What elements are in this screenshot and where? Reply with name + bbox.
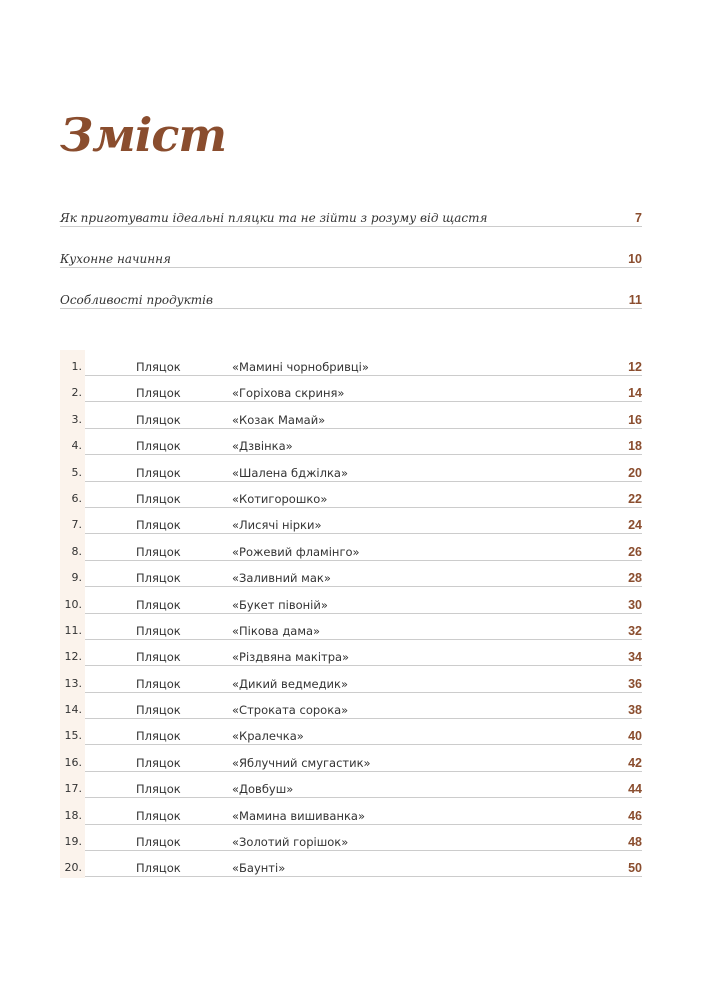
- toc-row-page: 14: [628, 386, 642, 401]
- toc-row-kind: Пляцок: [136, 808, 181, 823]
- toc-row-index: 18.: [64, 808, 82, 822]
- toc-row-index: 11.: [64, 623, 82, 637]
- toc-row-page: 32: [628, 623, 642, 638]
- toc-row-kind: Пляцок: [136, 439, 181, 454]
- toc-row-title: «Букет півоній»: [232, 597, 328, 612]
- toc-row-title: «Дзвінка»: [232, 439, 293, 454]
- intro-entry[interactable]: [60, 204, 642, 245]
- toc-row-page: 42: [628, 755, 642, 770]
- toc-row-index: 14.: [64, 703, 82, 717]
- toc-row-title: «Рожевий фламінго»: [232, 544, 360, 559]
- toc-row-page: 24: [628, 518, 642, 533]
- toc-row-kind: Пляцок: [136, 676, 181, 691]
- toc-row[interactable]: [60, 825, 642, 851]
- toc-row[interactable]: [60, 403, 642, 429]
- toc-row-index: 20.: [64, 861, 82, 875]
- recipe-toc: [60, 350, 642, 878]
- toc-row-title: «Лисячі нірки»: [232, 518, 322, 533]
- toc-row[interactable]: [60, 614, 642, 640]
- toc-row-kind: Пляцок: [136, 597, 181, 612]
- toc-row-title: «Заливний мак»: [232, 571, 331, 586]
- toc-row-kind: Пляцок: [136, 491, 181, 506]
- toc-row-title: «Довбуш»: [232, 782, 294, 797]
- toc-row-title: «Баунті»: [232, 861, 286, 876]
- toc-row[interactable]: [60, 561, 642, 587]
- divider: [60, 267, 642, 268]
- toc-row-page: 34: [628, 650, 642, 665]
- toc-row-index: 13.: [64, 676, 82, 690]
- toc-row-page: 48: [628, 835, 642, 850]
- toc-row-page: 26: [628, 544, 642, 559]
- toc-row-kind: Пляцок: [136, 703, 181, 718]
- intro-entry-label: Кухонне начиння: [60, 252, 171, 266]
- toc-row-page: 22: [628, 491, 642, 506]
- toc-row-kind: Пляцок: [136, 386, 181, 401]
- intro-entry[interactable]: [60, 245, 642, 286]
- page-title: Зміст: [60, 108, 227, 162]
- toc-row-kind: Пляцок: [136, 571, 181, 586]
- toc-row-kind: Пляцок: [136, 544, 181, 559]
- divider: [60, 226, 642, 227]
- toc-row-page: 44: [628, 782, 642, 797]
- toc-row-title: «Горіхова скриня»: [232, 386, 345, 401]
- toc-row-page: 12: [628, 360, 642, 374]
- intro-sections: [60, 204, 642, 327]
- toc-row-index: 15.: [64, 729, 82, 743]
- toc-row[interactable]: [60, 667, 642, 693]
- toc-row-page: 16: [628, 412, 642, 427]
- toc-row[interactable]: [60, 640, 642, 666]
- divider: [85, 876, 642, 877]
- toc-row-index: 17.: [64, 782, 82, 796]
- toc-row[interactable]: [60, 588, 642, 614]
- intro-entry-label: Як приготувати ідеальні пляцки та не зійти з розуму від щастя: [60, 211, 488, 225]
- toc-row-kind: Пляцок: [136, 360, 181, 374]
- toc-row-index: 16.: [64, 755, 82, 769]
- toc-row-index: 7.: [71, 518, 82, 532]
- toc-row-title: «Золотий горішок»: [232, 835, 349, 850]
- toc-row-title: «Котигорошко»: [232, 491, 328, 506]
- toc-row[interactable]: [60, 746, 642, 772]
- toc-row-page: 18: [628, 439, 642, 454]
- toc-row[interactable]: [60, 535, 642, 561]
- toc-row[interactable]: [60, 851, 642, 877]
- toc-row-page: 20: [628, 465, 642, 480]
- intro-entry-page: 11: [628, 293, 642, 307]
- toc-row-index: 5.: [71, 465, 82, 479]
- toc-row-kind: Пляцок: [136, 861, 181, 876]
- toc-row-page: 40: [628, 729, 642, 744]
- toc-row-index: 4.: [71, 439, 82, 453]
- intro-entry-label: Особливості продуктів: [60, 293, 214, 307]
- toc-row-kind: Пляцок: [136, 729, 181, 744]
- toc-row[interactable]: [60, 350, 642, 376]
- toc-row-kind: Пляцок: [136, 650, 181, 665]
- toc-rows: [60, 350, 642, 878]
- toc-row-index: 1.: [71, 360, 82, 373]
- toc-row-title: «Яблучний смугастик»: [232, 755, 371, 770]
- toc-row-kind: Пляцок: [136, 465, 181, 480]
- toc-row-index: 10.: [64, 597, 82, 611]
- toc-row-index: 3.: [71, 412, 82, 426]
- toc-row-page: 30: [628, 597, 642, 612]
- toc-row-kind: Пляцок: [136, 755, 181, 770]
- toc-row[interactable]: [60, 508, 642, 534]
- toc-row-title: «Дикий ведмедик»: [232, 676, 349, 691]
- intro-entry-page: 10: [628, 252, 642, 266]
- intro-entry-page: 7: [635, 211, 642, 225]
- divider: [60, 308, 642, 309]
- toc-row-title: «Мамині чорнобривці»: [232, 360, 369, 374]
- toc-row-title: «Пікова дама»: [232, 623, 321, 638]
- toc-row-kind: Пляцок: [136, 835, 181, 850]
- toc-row[interactable]: [60, 429, 642, 455]
- toc-row[interactable]: [60, 799, 642, 825]
- toc-row-index: 19.: [64, 835, 82, 849]
- toc-row-title: «Мамина вишиванка»: [232, 808, 365, 823]
- toc-row-kind: Пляцок: [136, 782, 181, 797]
- toc-row-kind: Пляцок: [136, 623, 181, 638]
- toc-row[interactable]: [60, 482, 642, 508]
- toc-row-title: «Козак Мамай»: [232, 412, 326, 427]
- toc-row-index: 12.: [64, 650, 82, 664]
- toc-row[interactable]: [60, 456, 642, 482]
- toc-row-title: «Шалена бджілка»: [232, 465, 349, 480]
- toc-row-index: 6.: [71, 491, 82, 505]
- toc-row-index: 8.: [71, 544, 82, 558]
- toc-row[interactable]: [60, 719, 642, 745]
- toc-row-page: 38: [628, 703, 642, 718]
- toc-row[interactable]: [60, 693, 642, 719]
- toc-row-page: 50: [628, 861, 642, 876]
- toc-row-kind: Пляцок: [136, 518, 181, 533]
- intro-entry[interactable]: [60, 286, 642, 327]
- toc-row-title: «Строката сорока»: [232, 703, 349, 718]
- toc-row-title: «Кралечка»: [232, 729, 304, 744]
- toc-row-page: 46: [628, 808, 642, 823]
- toc-row[interactable]: [60, 772, 642, 798]
- toc-row-page: 36: [628, 676, 642, 691]
- toc-row-index: 9.: [71, 571, 82, 585]
- toc-row-index: 2.: [71, 386, 82, 400]
- toc-row[interactable]: [60, 376, 642, 402]
- toc-row-kind: Пляцок: [136, 412, 181, 427]
- toc-row-title: «Різдвяна макітра»: [232, 650, 350, 665]
- toc-row-page: 28: [628, 571, 642, 586]
